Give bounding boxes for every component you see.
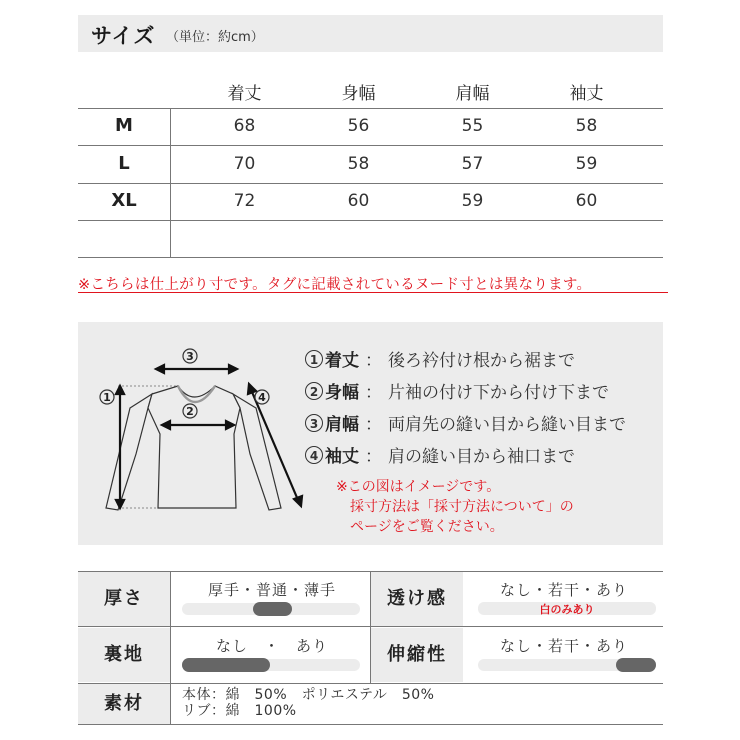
cell-value: 68 bbox=[233, 116, 256, 136]
fabric-attributes-table bbox=[78, 571, 663, 725]
diagram-note-line: ※この図はイメージです。 bbox=[336, 479, 501, 495]
svg-text:4: 4 bbox=[258, 391, 266, 404]
col-header-sleeve: 袖丈 bbox=[569, 84, 604, 104]
legend-item-shoulder bbox=[305, 410, 626, 442]
table-vertical-divider bbox=[170, 571, 171, 724]
size-label: L bbox=[118, 153, 130, 174]
stretch-options: なし・若干・あり bbox=[499, 637, 628, 655]
svg-text:2: 2 bbox=[186, 405, 194, 418]
svg-text:1: 1 bbox=[103, 391, 111, 404]
legend-desc: 肩の縫い目から袖口まで bbox=[388, 447, 575, 467]
legend-desc: 後ろ衿付け根から裾まで bbox=[388, 351, 575, 371]
thickness-options: 厚手・普通・薄手 bbox=[207, 581, 336, 599]
cell-value: 58 bbox=[347, 154, 370, 174]
table-divider bbox=[78, 683, 663, 684]
lining-options: なし ・ あり bbox=[215, 637, 328, 655]
table-vertical-divider bbox=[370, 571, 371, 683]
finished-size-note: ※こちらは仕上がり寸です。タグに記載されているヌード寸とは異なります。 bbox=[78, 277, 592, 293]
unit-label: （単位：約cm） bbox=[166, 30, 264, 45]
svg-text:3: 3 bbox=[186, 350, 194, 363]
size-table-header bbox=[78, 68, 663, 108]
label-lining: 裏地 bbox=[78, 628, 170, 682]
transparency-options: なし・若干・あり bbox=[499, 581, 628, 599]
size-label: XL bbox=[111, 190, 137, 211]
col-header-shoulder: 肩幅 bbox=[455, 84, 490, 104]
legend-desc: 片袖の付け下から付け下まで bbox=[388, 383, 609, 403]
label-stretch: 伸縮性 bbox=[371, 628, 463, 682]
legend-desc: 両肩先の縫い目から縫い目まで bbox=[388, 415, 626, 435]
col-header-width: 身幅 bbox=[341, 84, 376, 104]
cell-value: 58 bbox=[575, 116, 598, 136]
cell-value: 55 bbox=[461, 116, 484, 136]
lining-indicator bbox=[182, 658, 270, 672]
stretch-indicator bbox=[616, 658, 656, 672]
legend-colon: ： bbox=[365, 447, 382, 467]
measurement-legend bbox=[305, 346, 626, 474]
size-label: M bbox=[115, 115, 133, 136]
legend-item-sleeve bbox=[305, 442, 626, 474]
cell-value: 72 bbox=[233, 191, 256, 211]
table-row-xl bbox=[78, 183, 663, 220]
cell-value: 59 bbox=[461, 191, 484, 211]
legend-colon: ： bbox=[365, 383, 382, 403]
material-line: 本体：綿 50% ポリエステル 50% bbox=[182, 687, 435, 703]
label-material: 素材 bbox=[78, 684, 170, 724]
legend-colon: ： bbox=[365, 351, 382, 371]
legend-term: 身幅 bbox=[325, 383, 359, 403]
cell-value: 57 bbox=[461, 154, 484, 174]
number-4-icon: 4 bbox=[305, 446, 323, 464]
legend-colon: ： bbox=[365, 415, 382, 435]
cell-value: 59 bbox=[575, 154, 598, 174]
diagram-note-line: ページをご覧ください。 bbox=[336, 519, 504, 535]
thickness-indicator bbox=[253, 602, 292, 616]
table-row-l bbox=[78, 146, 663, 183]
legend-term: 肩幅 bbox=[325, 415, 359, 435]
table-row-empty bbox=[78, 220, 663, 257]
cell-value: 70 bbox=[233, 154, 256, 174]
size-title: サイズ bbox=[91, 24, 156, 48]
label-thickness: 厚さ bbox=[78, 572, 170, 626]
col-header-length: 着丈 bbox=[227, 84, 262, 104]
number-2-icon: 2 bbox=[305, 382, 323, 400]
cell-value: 56 bbox=[347, 116, 370, 136]
number-1-icon: 1 bbox=[305, 350, 323, 368]
transparency-note: 白のみあり bbox=[539, 603, 595, 616]
measurement-diagram-panel bbox=[78, 322, 663, 545]
legend-item-width bbox=[305, 378, 626, 410]
shirt-diagram-icon bbox=[78, 322, 308, 545]
table-divider bbox=[78, 257, 663, 258]
legend-item-length bbox=[305, 346, 626, 378]
diagram-note-line: 採寸方法は「採寸方法について」の bbox=[336, 499, 574, 515]
table-divider bbox=[78, 724, 663, 725]
diagram-note bbox=[336, 477, 574, 537]
cell-value: 60 bbox=[347, 191, 370, 211]
number-3-icon: 3 bbox=[305, 414, 323, 432]
table-row-m bbox=[78, 108, 663, 145]
material-line: リブ：綿 100% bbox=[182, 703, 297, 719]
legend-term: 袖丈 bbox=[325, 447, 359, 467]
cell-value: 60 bbox=[575, 191, 598, 211]
label-transparency: 透け感 bbox=[371, 572, 463, 626]
size-section-header bbox=[78, 15, 663, 52]
note-underline bbox=[78, 292, 668, 293]
legend-term: 着丈 bbox=[325, 351, 359, 371]
